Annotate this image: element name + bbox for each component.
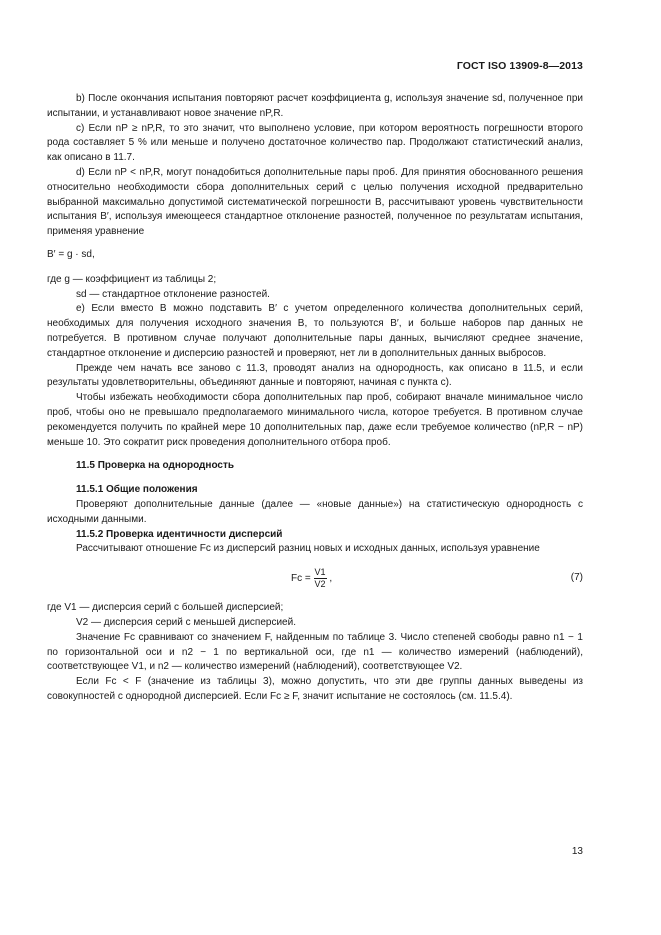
equation-b-prime: B′ = g · sd, <box>47 248 95 260</box>
equation-7-tail: , <box>329 573 333 585</box>
section-11-5-2-title: 11.5.2 Проверка идентичности дисперсий <box>76 528 283 540</box>
equation-7 <box>47 563 583 595</box>
paragraph-avoid: Чтобы избежать необходимости сбора дополнительных пар проб, собирают вначале минимальное число проб, чтобы оно не превышало предполагаемого минимального числа, которое требуется. В противном случае рекомендуется получить по крайней мере 10 дополнительных пар, даже если требуемое количество (nP,R − nP) меньше 10. Это сократит риск проведения дополнительного отбора проб. <box>47 392 583 448</box>
paragraph-if: Если Fc < F (значение из таблицы 3), можно допустить, что эти две группы данных выведены из совокупностей с однородной дисперсией. Если Fc ≥ F, значит испытание не состоялось (см. 11.5.4). <box>47 676 583 702</box>
equation-7-number: (7) <box>570 572 583 584</box>
paragraph-b: b) После окончания испытания повторяют расчет коэффициента g, используя значение sd, полученное при испытании, и устанавливают новое значение nP,R. <box>47 93 583 119</box>
paragraph-check: Проверяют дополнительные данные (далее — «новые данные») на статистическую однородность с исходными данными. <box>47 498 583 525</box>
equation-7-denominator: V2 <box>314 579 326 590</box>
paragraph-c: c) Если nP ≥ nP,R, то это значит, что выполнено условие, при котором вероятность погрешности второго рода составляет 5 % или меньше и получено достаточное количество пар. Продолжают статистический анализ, как описано в 11.7. <box>47 122 583 164</box>
where-v1: где V1 — дисперсия серий с большей дисперсией; <box>47 602 284 614</box>
where-v2: V2 — дисперсия серий с меньшей дисперсией. <box>76 616 296 628</box>
paragraph-e: e) Если вместо B можно подставить B′ с учетом определенного количества дополнительных серий, необходимых для получения исходного значения B, то пользуются B′, и больше наборов пар данных не потребуется. В противном случае получают дополнительные пары данных, вычисляют среднее значение, стандартное отклонение и дисперсию разностей и проверяют, нет ли в дополнительных данных выбросов. <box>47 303 583 359</box>
paragraph-calc: Рассчитывают отношение Fc из дисперсий разниц новых и исходных данных, используя уравнение <box>76 543 540 555</box>
document-header: ГОСТ ISO 13909-8—2013 <box>456 60 583 72</box>
paragraph-d: d) Если nP < nP,R, могут понадобиться дополнительные пары проб. Для принятия обоснованного решения относительно необходимости сбора дополнительных серий с целью получения исходной предварительно выбранной максимально допустимой систематической погрешности B, рассчитывают уровень чувствительности испытания B′, используя имеющееся стандартное отклонение разностей, полученное по результатам испытания, применяя уравнение <box>47 166 583 238</box>
equation-7-lhs: Fc = <box>291 573 314 585</box>
paragraph-before: Прежде чем начать все заново с 11.3, проводят анализ на однородность, как описано в 11.5, и если результаты удовлетворительны, объединяют данные и повторяют, начиная с пункта c). <box>47 362 583 389</box>
equation-7-fraction <box>314 567 327 590</box>
where-sd: sd — стандартное отклонение разностей. <box>76 288 270 300</box>
section-11-5-title: 11.5 Проверка на однородность <box>76 460 235 472</box>
paragraph-value: Значение Fc сравнивают со значением F, найденным по таблице 3. Число степеней свободы равно n1 − 1 по горизонтальной оси и n2 − 1 по вертикальной оси, где n1 — количество измерений (наблюдений), соответствующее V1, и n2 — количество измерений (наблюдений), соответствующее V2. <box>47 631 583 673</box>
section-11-5-1-title: 11.5.1 Общие положения <box>76 484 198 496</box>
equation-7-numerator: V1 <box>314 567 326 578</box>
where-g: где g — коэффициент из таблицы 2; <box>47 273 217 285</box>
document-body <box>47 92 583 705</box>
page-number: 13 <box>571 846 583 857</box>
